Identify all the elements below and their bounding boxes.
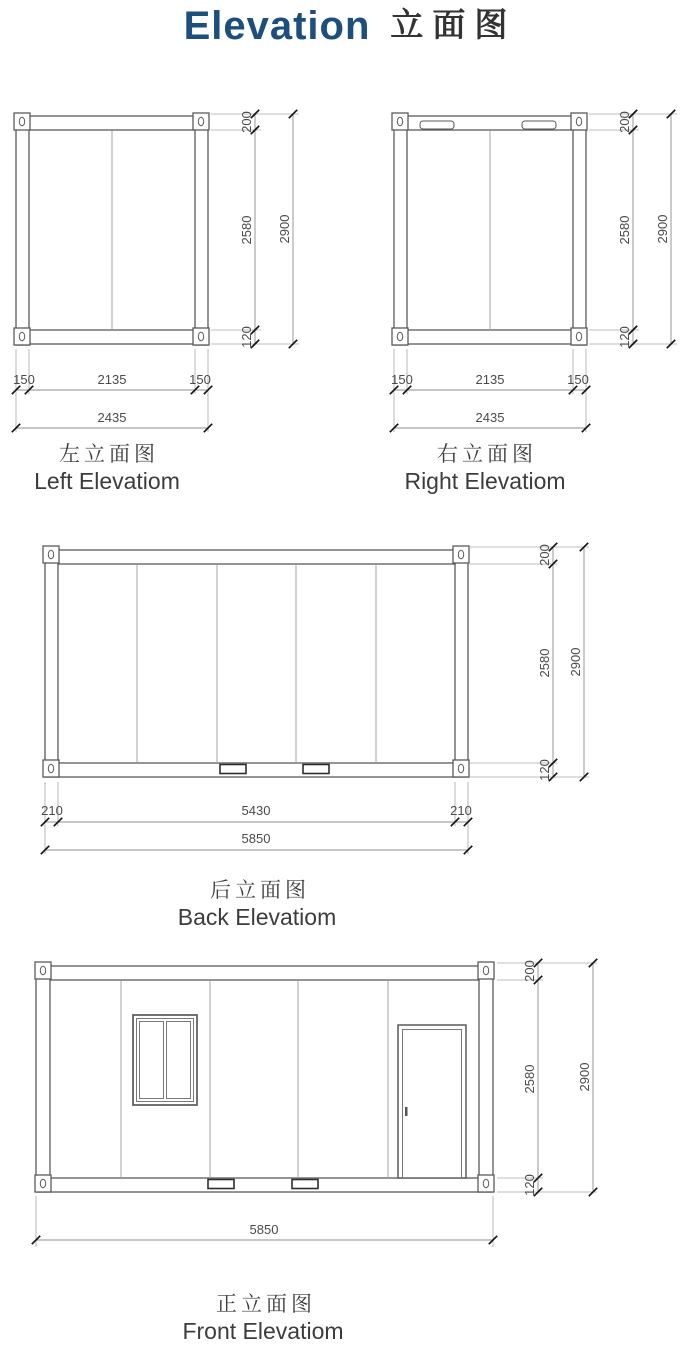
door-handle: [405, 1107, 408, 1116]
corner-post: [394, 114, 407, 345]
corner-post: [36, 963, 50, 1192]
back-elevation-label-zh: 后立面图: [210, 879, 310, 902]
right-elevation-vertical-dimensions: [589, 110, 677, 348]
dim-label: 210: [450, 803, 472, 818]
corner-fitting: [35, 1175, 51, 1192]
front-elevation-vertical-dimensions: [497, 959, 597, 1196]
back-elevation-horizontal-dimensions: [41, 782, 472, 854]
bottom-rail: [29, 330, 195, 344]
corner-fitting: [193, 113, 209, 130]
corner-fitting: [193, 328, 209, 345]
top-rail: [58, 550, 455, 564]
corner-post: [195, 114, 208, 345]
dim-label: 2900: [577, 1062, 592, 1092]
dim-label: 200: [522, 960, 537, 982]
back-elevation-drawing: [43, 546, 469, 777]
corner-fitting: [43, 546, 59, 563]
dim-label: 2435: [97, 410, 127, 425]
left-elevation-vertical-dimensions: [211, 110, 299, 348]
forklift-pocket: [220, 765, 246, 774]
front-elevation-horizontal-dimensions: [32, 1196, 497, 1247]
corner-post: [573, 114, 586, 345]
left-elevation-label-zh: 左立面图: [59, 443, 159, 466]
dim-label: 210: [41, 803, 63, 818]
dim-label: 200: [617, 111, 632, 133]
left-elevation-drawing: [14, 113, 209, 345]
dim-label: 120: [522, 1174, 537, 1196]
dim-label: 2435: [475, 410, 505, 425]
dim-label: 120: [537, 759, 552, 781]
right-elevation-label-en: Right Elevatiom: [404, 468, 566, 494]
corner-post: [455, 547, 468, 777]
corner-fitting: [478, 962, 494, 979]
top-rail: [29, 116, 195, 130]
window: [133, 1015, 197, 1105]
right-elevation: [390, 110, 677, 494]
corner-fitting: [571, 328, 587, 345]
top-rail-vent: [420, 121, 454, 129]
corner-fitting: [571, 113, 587, 130]
corner-fitting: [392, 328, 408, 345]
dim-label: 2580: [522, 1064, 537, 1094]
forklift-pocket: [292, 1180, 318, 1189]
right-elevation-drawing: [392, 113, 587, 345]
left-elevation-horizontal-dimensions: [12, 349, 212, 432]
door: [398, 1025, 466, 1178]
corner-fitting: [35, 962, 51, 979]
forklift-pocket: [303, 765, 329, 774]
front-elevation-drawing: [35, 962, 494, 1192]
back-elevation-vertical-dimensions: [470, 543, 589, 781]
dim-label: 2900: [568, 647, 583, 677]
left-elevation: [12, 110, 299, 494]
corner-post: [45, 547, 58, 777]
bottom-rail: [58, 763, 455, 777]
corner-fitting: [14, 113, 30, 130]
front-elevation-label-zh: 正立面图: [216, 1293, 316, 1316]
corner-fitting: [43, 760, 59, 777]
dim-label: 2135: [475, 372, 505, 387]
dim-label: 150: [189, 372, 211, 387]
dim-label: 2135: [97, 372, 127, 387]
dim-label: 150: [13, 372, 35, 387]
corner-fitting: [453, 546, 469, 563]
left-elevation-label-en: Left Elevatiom: [34, 468, 180, 494]
corner-post: [479, 963, 493, 1192]
top-rail-vent: [522, 121, 556, 129]
dim-label: 120: [617, 326, 632, 348]
dim-label: 2900: [277, 214, 292, 244]
bottom-rail: [407, 330, 573, 344]
corner-fitting: [453, 760, 469, 777]
forklift-pocket: [208, 1180, 234, 1189]
dim-label: 150: [391, 372, 413, 387]
dim-label: 2580: [617, 215, 632, 245]
page-title-en: Elevation: [183, 4, 371, 48]
dim-label: 200: [537, 544, 552, 566]
top-rail: [50, 966, 479, 980]
bottom-rail: [50, 1178, 479, 1192]
dim-label: 2580: [239, 215, 254, 245]
dim-label: 5850: [241, 831, 271, 846]
corner-post: [16, 114, 29, 345]
dim-label: 5430: [241, 803, 271, 818]
dim-label: 2580: [537, 648, 552, 678]
dim-label: 2900: [655, 214, 670, 244]
dim-label: 5850: [249, 1222, 279, 1237]
dim-label: 150: [567, 372, 589, 387]
dim-label: 200: [239, 111, 254, 133]
front-elevation-label-en: Front Elevatiom: [182, 1318, 344, 1344]
back-elevation: [41, 543, 589, 930]
corner-fitting: [478, 1175, 494, 1192]
dim-label: 120: [239, 326, 254, 348]
back-elevation-label-en: Back Elevatiom: [177, 904, 337, 930]
right-elevation-label-zh: 右立面图: [437, 443, 537, 466]
front-elevation: [32, 959, 597, 1344]
corner-fitting: [14, 328, 30, 345]
corner-fitting: [392, 113, 408, 130]
right-elevation-horizontal-dimensions: [390, 349, 590, 432]
page-title-zh: 立面图: [390, 6, 517, 43]
